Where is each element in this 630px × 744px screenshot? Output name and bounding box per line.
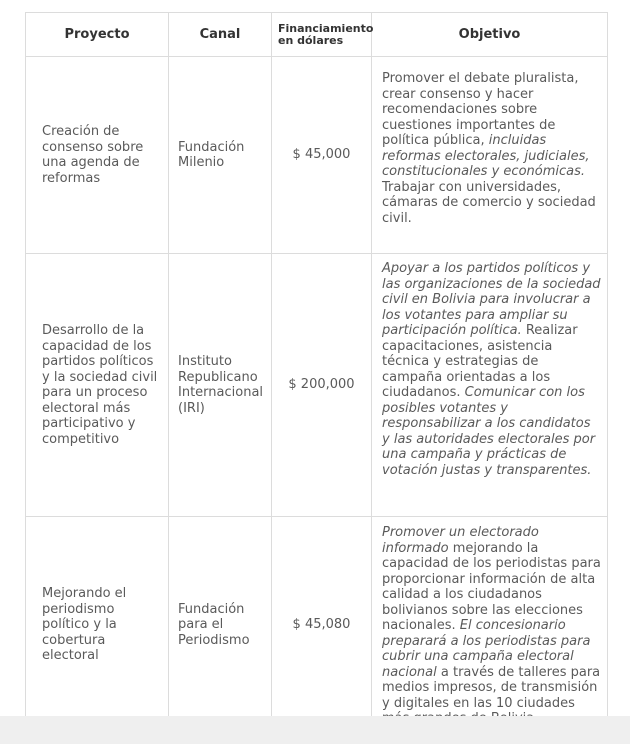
objetivo-segment: Promover el debate pluralista, crear consenso y hacer recomendaciones sobre cuestiones importantes de política pública, <box>382 71 579 148</box>
header-objetivo: Objetivo <box>372 13 608 57</box>
objetivo-segment: mejorando la capacidad de los periodistas para proporcionar información de alta calidad a los ciudadanos bolivianos sobre las elecciones nacionales. <box>382 540 601 633</box>
objetivo-segment-italic: El concesionario preparará a los periodistas para cubrir una campaña electoral nacional <box>382 618 591 680</box>
objetivo-segment: a través de talleres para medios impresos, de transmisión y digitales en las 10 ciudades <box>382 664 601 711</box>
table-row <box>26 517 608 734</box>
header-financiamiento-line-1: Financiamiento <box>278 21 374 35</box>
objetivo-segment: Realizar capacitaciones, asistencia técnica y estrategias de campaña orientadas a los ciudadanos. <box>382 323 578 400</box>
cell-objetivo <box>372 254 608 517</box>
table-row <box>26 254 608 517</box>
table-row <box>26 57 608 254</box>
cell-canal: Fundación Milenio <box>169 57 272 254</box>
cell-proyecto: Creación de consenso sobre una agenda de reformas <box>26 57 169 254</box>
objetivo-segment-italic: Comunicar con los posibles votantes y responsabilizar a los candidatos y las autoridades electorales por una campaña y prácticas de votación justas y transparentes. <box>382 385 596 478</box>
header-financiamiento-line-2: en dólares <box>278 33 344 47</box>
objetivo-segment-italic: Promover un electorado informado <box>382 525 539 556</box>
objetivo-segment-italic: incluidas reformas electorales, judiciales, constitucionales y económicas. <box>382 133 590 179</box>
funding-table <box>25 12 608 734</box>
cell-objetivo <box>372 517 608 734</box>
header-financiamiento <box>272 13 372 57</box>
cell-proyecto: Mejorando el periodismo político y la cobertura electoral <box>26 517 169 734</box>
objetivo-segment: Trabajar con universidades, cámaras de comercio y sociedad civil. <box>382 179 596 226</box>
cell-objetivo <box>372 57 608 254</box>
table-header-row <box>26 13 608 57</box>
cell-monto: $ 45,000 <box>272 57 372 254</box>
cell-proyecto: Desarrollo de la capacidad de los partidos políticos y la sociedad civil para un proceso electoral más participativo y competitivo <box>26 254 169 517</box>
cell-canal: Instituto Republicano Internacional (IRI) <box>169 254 272 517</box>
header-proyecto: Proyecto <box>26 13 169 57</box>
cell-canal: Fundación para el Periodismo <box>169 517 272 734</box>
header-canal: Canal <box>169 13 272 57</box>
cell-monto: $ 200,000 <box>272 254 372 517</box>
page-bottom-margin <box>0 716 630 744</box>
objetivo-segment-italic: Apoyar a los partidos políticos y las organizaciones de la sociedad civil en Bolivia para involucrar a los votantes para ampliar su participación política. <box>382 261 601 338</box>
cell-monto: $ 45,080 <box>272 517 372 734</box>
